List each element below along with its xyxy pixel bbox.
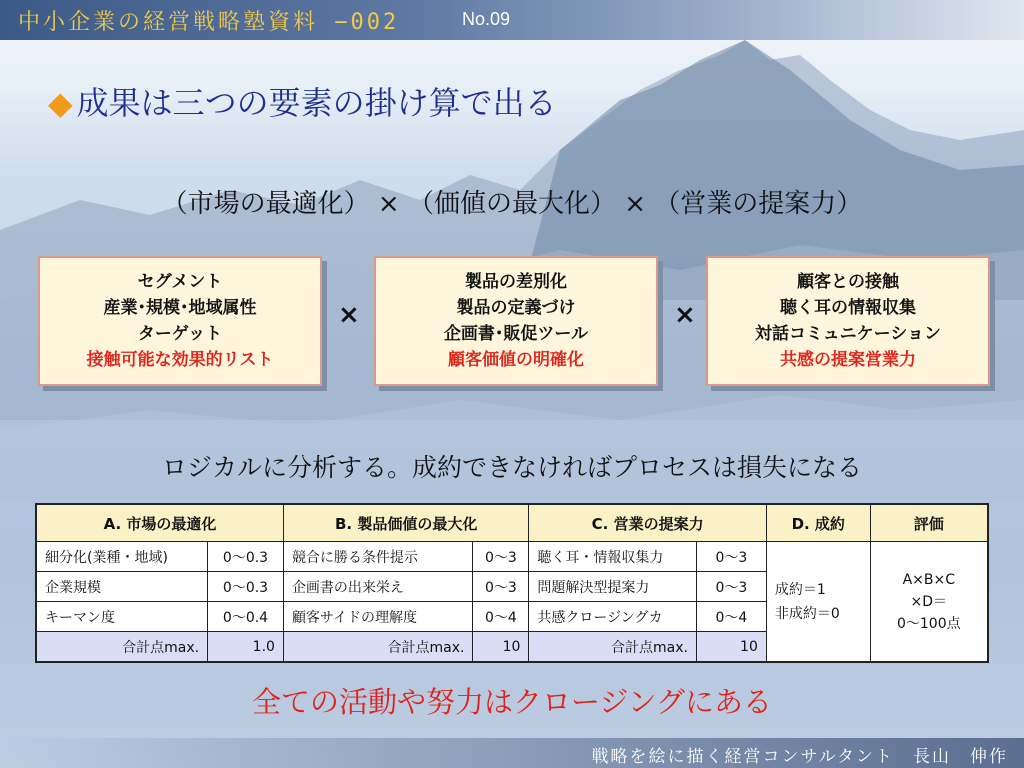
card-line: ターゲット bbox=[137, 324, 223, 344]
total-label: 合計点max. bbox=[529, 632, 697, 663]
total-label: 合計点max. bbox=[36, 632, 208, 663]
table-cell: 企業規模 bbox=[36, 572, 208, 602]
table-cell: 0〜3 bbox=[696, 542, 766, 572]
table-cell: 0〜4 bbox=[473, 602, 529, 632]
table-cell: 0〜3 bbox=[473, 542, 529, 572]
footer-banner bbox=[0, 738, 1024, 768]
table-cell: 共感クロージングカ bbox=[529, 602, 697, 632]
card-line: 聴く耳の情報収集 bbox=[780, 298, 916, 318]
card-value-maximization bbox=[374, 256, 658, 386]
card-line: 企画書･販促ツール bbox=[443, 324, 589, 344]
header-contract: D. 成約 bbox=[766, 504, 870, 542]
total-value: 1.0 bbox=[208, 632, 284, 663]
card-line: 対話コミュニケーション bbox=[755, 324, 941, 344]
table-cell: 細分化(業種・地域) bbox=[36, 542, 208, 572]
evaluation-cell bbox=[870, 542, 988, 663]
page-number: No.09 bbox=[462, 9, 511, 29]
card-market-optimization bbox=[38, 256, 322, 386]
card-line: 製品の差別化 bbox=[465, 272, 567, 292]
slide-heading bbox=[48, 78, 557, 124]
table-cell: 0〜3 bbox=[473, 572, 529, 602]
evaluation-table bbox=[35, 503, 989, 663]
card-line: 製品の定義づけ bbox=[456, 298, 576, 318]
table-cell: 0〜3 bbox=[696, 572, 766, 602]
card-highlight: 顧客価値の明確化 bbox=[448, 350, 584, 370]
header-product-value: B. 製品価値の最大化 bbox=[283, 504, 528, 542]
multiply-symbol: × bbox=[674, 300, 696, 330]
table-cell: 0〜0.3 bbox=[208, 542, 284, 572]
evaluation-line: ×D＝ bbox=[910, 593, 948, 610]
header-sales: C. 営業の提案力 bbox=[529, 504, 766, 542]
table-header-row bbox=[36, 504, 988, 542]
table-cell: キーマン度 bbox=[36, 602, 208, 632]
table-cell: 聴く耳・情報収集力 bbox=[529, 542, 697, 572]
total-label: 合計点max. bbox=[283, 632, 473, 663]
card-line: セグメント bbox=[137, 272, 223, 292]
table-cell: 0〜0.3 bbox=[208, 572, 284, 602]
subtitle: ロジカルに分析する。成約できなければプロセスは損失になる bbox=[161, 453, 862, 482]
card-highlight: 共感の提案営業力 bbox=[780, 350, 916, 370]
header-market: A. 市場の最適化 bbox=[36, 504, 283, 542]
evaluation-line: A×B×C bbox=[902, 571, 956, 588]
formula-line: （市場の最適化） × （価値の最大化） × （営業の提案力） bbox=[161, 189, 863, 219]
table-cell: 顧客サイドの理解度 bbox=[283, 602, 473, 632]
card-sales-proposal bbox=[706, 256, 990, 386]
contract-cell bbox=[766, 542, 870, 663]
card-line: 産業･規模･地域属性 bbox=[103, 298, 257, 318]
table-cell: 企画書の出来栄え bbox=[283, 572, 473, 602]
header-evaluation: 評価 bbox=[870, 504, 988, 542]
multiply-symbol: × bbox=[338, 300, 360, 330]
series-title: 中小企業の経営戦略塾資料 −002 bbox=[18, 10, 400, 35]
table-cell: 競合に勝る条件提示 bbox=[283, 542, 473, 572]
table-row bbox=[36, 542, 988, 572]
contract-line: 成約＝1 bbox=[774, 581, 826, 598]
total-value: 10 bbox=[696, 632, 766, 663]
diamond-bullet-icon: ◆ bbox=[48, 84, 73, 122]
card-highlight: 接触可能な効果的リスト bbox=[86, 350, 274, 370]
heading-text: 成果は三つの要素の掛け算で出る bbox=[76, 84, 557, 122]
card-line: 顧客との接触 bbox=[797, 272, 899, 292]
table-cell: 0〜0.4 bbox=[208, 602, 284, 632]
contract-line: 非成約＝0 bbox=[774, 605, 840, 622]
table-cell: 問題解決型提案力 bbox=[529, 572, 697, 602]
evaluation-line: 0〜100点 bbox=[896, 615, 961, 632]
table-cell: 0〜4 bbox=[696, 602, 766, 632]
conclusion-text: 全ての活動や努力はクロージングにある bbox=[251, 685, 773, 719]
footer-credit: 戦略を絵に描く経営コンサルタント 長山 伸作 bbox=[591, 747, 1008, 767]
top-banner bbox=[0, 0, 1024, 40]
total-value: 10 bbox=[473, 632, 529, 663]
